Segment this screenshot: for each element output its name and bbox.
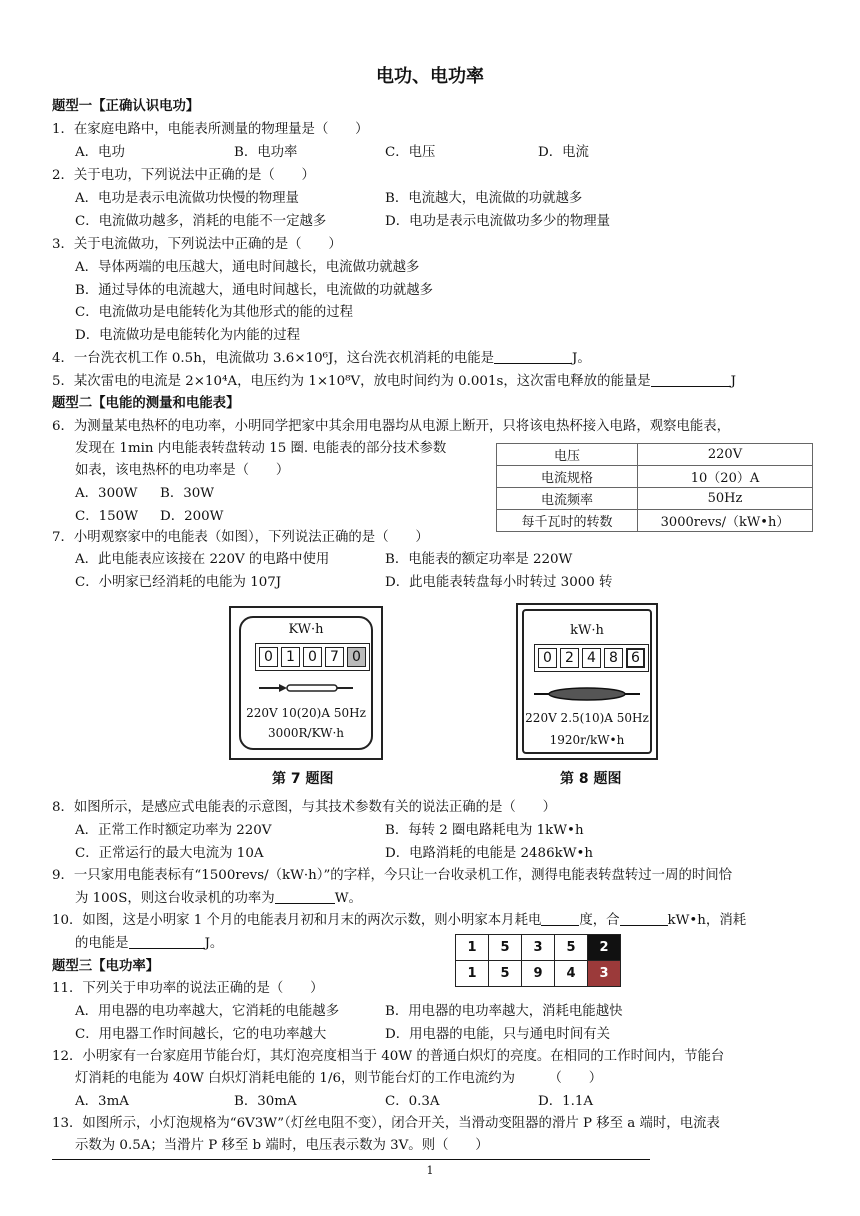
meter-digit-display bbox=[255, 643, 370, 671]
figure-7-meter bbox=[229, 606, 383, 760]
reading-digit: 4 bbox=[555, 961, 588, 987]
q2-option-c: C．电流做功越多，消耗的电能不一定越多 bbox=[75, 214, 327, 229]
section-heading-2: 题型二【电能的测量和电能表】 bbox=[52, 396, 240, 411]
q8-option-b: B．每转 2 圈电路耗电为 1kW•h bbox=[385, 823, 584, 838]
q11-option-c: C．用电器工作时间越长，它的电功率越大 bbox=[75, 1027, 327, 1042]
meter-spec-line1: 220V 2.5(10)A 50Hz bbox=[525, 711, 649, 725]
meter-spec-line2: 1920r/kW•h bbox=[549, 733, 625, 747]
q8-stem: 8．如图所示，是感应式电能表的示意图，与其技术参数有关的说法正确的是（ ） bbox=[52, 800, 556, 815]
q12-option-b: B．30mA bbox=[234, 1094, 297, 1109]
meter-spec-line1: 220V 10(20)A 50Hz bbox=[246, 706, 366, 720]
q10-part3: kW•h，消耗 bbox=[667, 913, 747, 928]
q10-part2: 度，合 bbox=[579, 913, 620, 928]
meter-digit-display bbox=[534, 644, 649, 672]
q13-line2: 示数为 0.5A；当滑片 P 移至 b 端时，电压表示数为 3V。则（ ） bbox=[75, 1138, 489, 1153]
q12-option-c: C．0.3A bbox=[385, 1094, 440, 1109]
meter-digit-decimal: 6 bbox=[626, 648, 645, 668]
meter-spec-line2: 3000R/KW·h bbox=[267, 726, 345, 740]
reading-digit: 5 bbox=[555, 935, 588, 961]
meter-disc-icon bbox=[532, 683, 642, 705]
q9-post: W。 bbox=[334, 891, 362, 906]
param-value: 10（20）A bbox=[638, 466, 813, 488]
footer-divider bbox=[52, 1159, 650, 1160]
q5-pre: 5．某次雷电的电流是 2×10⁴A，电压约为 1×10⁸V，放电时间约为 0.001s，这次雷电释放的能量是 bbox=[52, 374, 651, 389]
q6-option-b: B．30W bbox=[160, 486, 215, 501]
q3-stem: 3．关于电流做功，下列说法中正确的是（ ） bbox=[52, 237, 342, 252]
q7-stem: 7．小明观察家中的电能表（如图），下列说法正确的是（ ） bbox=[52, 530, 429, 545]
q9-line2 bbox=[75, 888, 362, 910]
meter-digit: 7 bbox=[325, 647, 344, 667]
q10-blank-joules[interactable] bbox=[129, 934, 205, 949]
q1-option-c: C．电压 bbox=[385, 145, 436, 160]
q7-option-a: A．此电能表应该接在 220V 的电路中使用 bbox=[75, 552, 330, 567]
q4-post: J。 bbox=[572, 351, 591, 366]
q5-post: J bbox=[730, 374, 737, 389]
param-value: 220V bbox=[638, 444, 813, 466]
q11-option-a: A．用电器的电功率越大，它消耗的电能越多 bbox=[75, 1004, 340, 1019]
q2-option-a: A．电功是表示电流做功快慢的物理量 bbox=[75, 191, 299, 206]
q7-option-b: B．电能表的额定功率是 220W bbox=[385, 552, 573, 567]
reading-digit: 5 bbox=[489, 961, 522, 987]
q12-option-a: A．3mA bbox=[75, 1094, 129, 1109]
q11-option-b: B．用电器的电功率越大，消耗电能越快 bbox=[385, 1004, 623, 1019]
param-name: 电流频率 bbox=[497, 488, 638, 510]
meter-digit: 0 bbox=[303, 647, 322, 667]
q2-stem: 2．关于电功，下列说法中正确的是（ ） bbox=[52, 168, 315, 183]
q10-line1 bbox=[52, 910, 746, 932]
meter-disc-icon bbox=[257, 680, 357, 696]
meter-digit: 2 bbox=[560, 648, 579, 668]
meter-digit: 0 bbox=[259, 647, 278, 667]
q10-post: J。 bbox=[204, 936, 224, 951]
q4-answer-blank[interactable] bbox=[494, 349, 572, 364]
reading-digit: 9 bbox=[522, 961, 555, 987]
meter-digit: 1 bbox=[281, 647, 300, 667]
q8-option-d: D．电路消耗的电能是 2486kW•h bbox=[385, 846, 593, 861]
q4-pre: 4．一台洗衣机工作 0.5h，电流做功 3.6×10⁶J，这台洗衣机消耗的电能是 bbox=[52, 351, 495, 366]
q4-text bbox=[52, 348, 591, 370]
q11-option-d: D．用电器的电能，只与通电时间有关 bbox=[385, 1027, 610, 1042]
reading-digit: 5 bbox=[489, 935, 522, 961]
table-row bbox=[497, 444, 813, 466]
meter-readings-table bbox=[455, 934, 621, 987]
page-number: 1 bbox=[426, 1164, 434, 1177]
param-value: 3000revs/（kW•h） bbox=[638, 510, 813, 532]
figure-8-meter bbox=[516, 603, 658, 760]
q9-pre: 为 100S，则这台收录机的功率为 bbox=[75, 891, 275, 906]
q5-answer-blank[interactable] bbox=[651, 372, 731, 387]
q6-option-a: A．300W bbox=[75, 486, 138, 501]
q2-option-d: D．电功是表示电流做功多少的物理量 bbox=[385, 214, 610, 229]
reading-digit: 1 bbox=[456, 935, 489, 961]
q12-line1: 12．小明家有一台家庭用节能台灯，其灯泡亮度相当于 40W 的普通白炽灯的亮度。在相同的工作时间内，节能台 bbox=[52, 1049, 725, 1064]
reading-digit: 1 bbox=[456, 961, 489, 987]
meter-unit-label: KW·h bbox=[288, 622, 324, 637]
table-row bbox=[497, 510, 813, 532]
meter-digit: 8 bbox=[604, 648, 623, 668]
reading-digit-decimal: 3 bbox=[588, 961, 621, 987]
q9-line1: 9．一只家用电能表标有“1500revs/（kW·h）”的字样，今只让一台收录机工作，测得电能表转盘转过一周的时间恰 bbox=[52, 868, 733, 883]
meter-digit: 0 bbox=[538, 648, 557, 668]
meter-unit-label: kW·h bbox=[570, 623, 604, 638]
param-name: 电流规格 bbox=[497, 466, 638, 488]
q10-blank-kwh[interactable] bbox=[541, 911, 579, 926]
q12-option-d: D．1.1A bbox=[538, 1094, 594, 1109]
q3-option-c: C．电流做功是电能转化为其他形式的能的过程 bbox=[75, 305, 354, 320]
table-row bbox=[456, 935, 621, 961]
figure-7-caption: 第 7 题图 bbox=[272, 771, 334, 787]
meter-parameters-table bbox=[496, 443, 813, 532]
q7-option-d: D．此电能表转盘每小时转过 3000 转 bbox=[385, 575, 613, 590]
table-row bbox=[456, 961, 621, 987]
q13-line1: 13．如图所示，小灯泡规格为“6V3W”（灯丝电阻不变），闭合开关，当滑动变阻器的滑片 P 移至 a 端时，电流表 bbox=[52, 1116, 720, 1131]
q1-option-a: A．电功 bbox=[75, 145, 125, 160]
q10-line2 bbox=[75, 933, 223, 955]
q1-option-b: B．电功率 bbox=[234, 145, 298, 160]
reading-digit-decimal: 2 bbox=[588, 935, 621, 961]
q3-option-a: A．导体两端的电压越大，通电时间越长，电流做功就越多 bbox=[75, 260, 420, 275]
table-row bbox=[497, 466, 813, 488]
meter-face bbox=[522, 609, 652, 754]
section-heading-3: 题型三【电功率】 bbox=[52, 959, 160, 974]
meter-digit-decimal: 0 bbox=[347, 647, 366, 667]
q6-option-c: C．150W bbox=[75, 509, 138, 524]
q11-stem: 11．下列关于申功率的说法正确的是（ ） bbox=[52, 981, 324, 996]
q12-line2: 灯消耗的电能为 40W 白炽灯消耗电能的 1/6，则节能台灯的工作电流约为 （ ） bbox=[75, 1071, 603, 1086]
q10-blank-unit[interactable] bbox=[620, 911, 668, 926]
page-title: 电功、电功率 bbox=[376, 66, 484, 87]
q9-answer-blank[interactable] bbox=[275, 889, 335, 904]
table-row bbox=[497, 488, 813, 510]
q10-pre: 的电能是 bbox=[75, 936, 129, 951]
meter-face bbox=[239, 616, 373, 750]
q2-option-b: B．电流越大，电流做的功就越多 bbox=[385, 191, 583, 206]
q5-text bbox=[52, 371, 736, 393]
q8-option-c: C．正常运行的最大电流为 10A bbox=[75, 846, 264, 861]
q10-part1: 10．如图，这是小明家 1 个月的电能表月初和月末的两次示数，则小明家本月耗电 bbox=[52, 913, 542, 928]
q6-line1: 6．为测量某电热杯的电功率，小明同学把家中其余用电器均从电源上断开，只将该电热杯接入电路，观察电能表， bbox=[52, 419, 731, 434]
q6-line3: 如表，该电热杯的电功率是（ ） bbox=[75, 463, 290, 478]
q7-option-c: C．小明家已经消耗的电能为 107J bbox=[75, 575, 282, 590]
param-value: 50Hz bbox=[638, 488, 813, 510]
q8-option-a: A．正常工作时额定功率为 220V bbox=[75, 823, 272, 838]
reading-digit: 3 bbox=[522, 935, 555, 961]
param-name: 每千瓦时的转数 bbox=[497, 510, 638, 532]
q6-line2: 发现在 1min 内电能表转盘转动 15 圈. 电能表的部分技术参数 bbox=[75, 441, 447, 456]
param-name: 电压 bbox=[497, 444, 638, 466]
q3-option-b: B．通过导体的电流越大，通电时间越长，电流做的功就越多 bbox=[75, 283, 433, 298]
q1-option-d: D．电流 bbox=[538, 145, 589, 160]
q6-option-d: D．200W bbox=[160, 509, 224, 524]
figure-8-caption: 第 8 题图 bbox=[560, 771, 622, 787]
meter-digit: 4 bbox=[582, 648, 601, 668]
section-heading-1: 题型一【正确认识电功】 bbox=[52, 99, 200, 114]
q3-option-d: D．电流做功是电能转化为内能的过程 bbox=[75, 328, 300, 343]
q1-stem: 1．在家庭电路中，电能表所测量的物理量是（ ） bbox=[52, 122, 369, 137]
